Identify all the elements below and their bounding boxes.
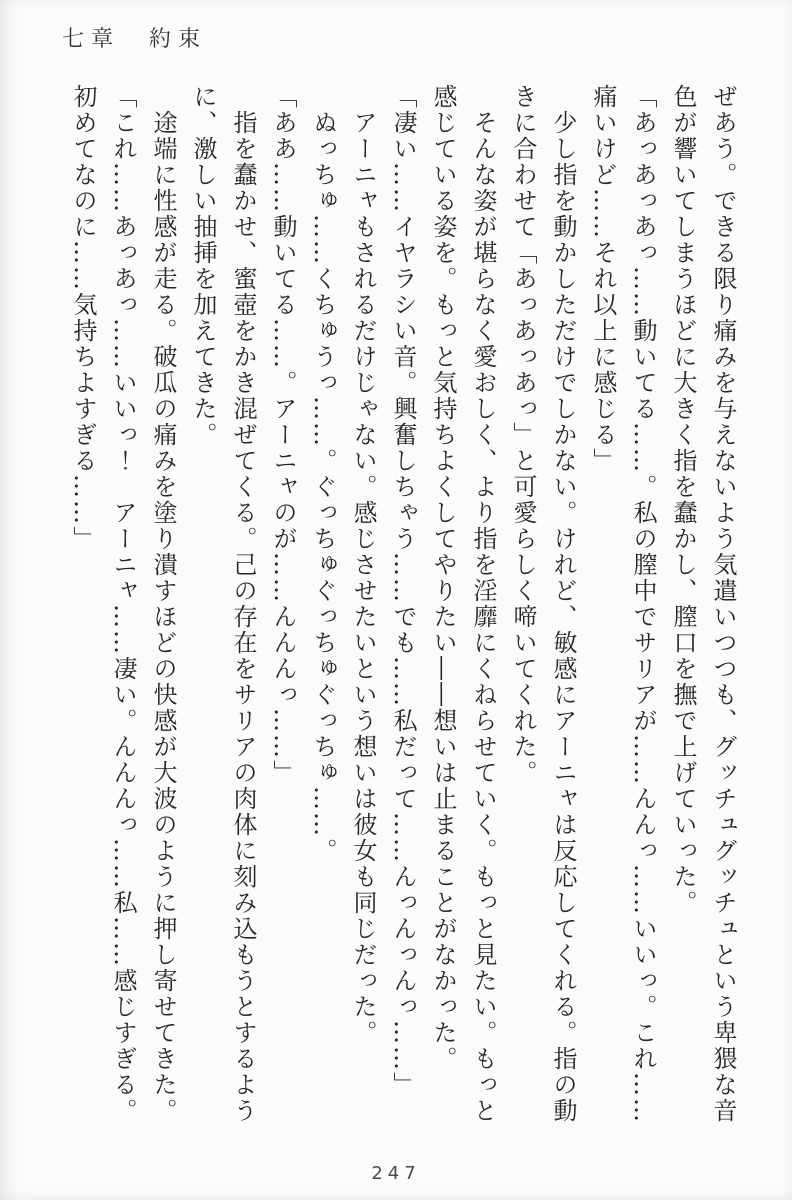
text-column: 「これ……あっあっ……いいっ！ アーニャ……凄い。んんんっ……私……感じすぎる。 [109,84,137,1124]
running-head-chapter-title: 七章 約束 [62,27,208,52]
text-column: アーニャもされるだけじゃない。感じさせたいという想いは彼女も同じだった。 [349,84,377,1046]
text-column: そんな姿が堪らなく愛おしく、より指を淫靡にくねらせていく。もっと見たい。もっと [469,84,497,1124]
page-number: 247 [371,1163,421,1184]
text-column: 初めてなのに……気持ちよすぎる……」 [69,84,97,552]
text-column: 少し指を動かしただけでしかない。けれど、敏感にアーニャは反応してくれる。指の動 [549,84,577,1124]
text-column: 痛いけど……それ以上に感じる」 [589,84,617,474]
text-column: 途端に性感が走る。破瓜の痛みを塗り潰すほどの快感が大波のように押し寄せてきた。 [149,84,177,1124]
text-column: 感じている姿を。もっと気持ちよくしてやりたい――想いは止まることがなかった。 [429,84,457,1072]
text-column: 色が響いてしまうほどに大きく指を蠢かし、膣口を撫で上げていった。 [669,84,697,916]
text-column: 「ああ……動いてる……。アーニャのが……んんんっ……」 [269,84,297,786]
text-columns [63,84,743,1144]
text-column: 「凄い……イヤラシい音。興奮しちゃう……でも……私だって……んっんっんっ……」 [389,84,417,1098]
text-column: 「あっあっあっ……動いてる……。私の膣中でサリアが……んんっ……いいっ。これ…… [629,84,657,1124]
text-column: ぬっちゅ……くちゅうっ……。ぐっちゅぐっちゅぐっちゅ……。 [309,84,337,864]
text-column: 指を蠢かせ、蜜壺をかき混ぜてくる。己の存在をサリアの肉体に刻み込もうとするよう [229,84,257,1124]
text-column: ぜあう。できる限り痛みを与えないよう気遣いつつも、グッチュグッチュという卑猥な音 [709,84,737,1124]
text-column: きに合わせて「あっあっあっ」と可愛らしく啼いてくれた。 [509,84,537,786]
text-column: に、激しい抽挿を加えてきた。 [189,84,217,448]
